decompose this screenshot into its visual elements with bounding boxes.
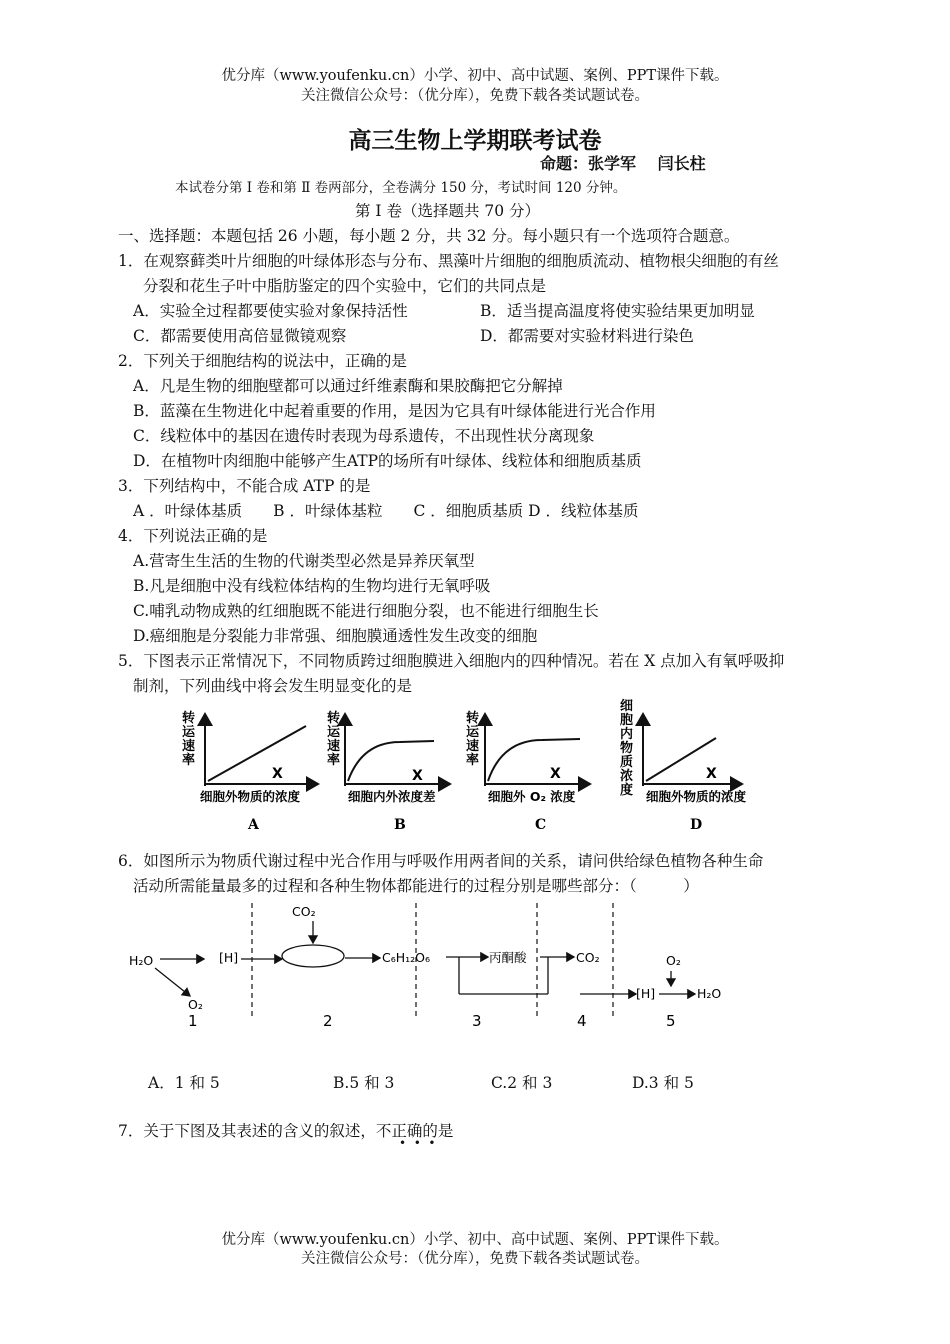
q2-option-d: D．在植物叶肉细胞中能够产生ATP的场所有叶绿体、线粒体和细胞质基质 [133,452,642,470]
calvin-cycle-ellipse [282,945,344,967]
q6-stem-line2: 活动所需能量最多的过程和各种生物体都能进行的过程分别是哪些部分：（ ） [133,877,699,895]
graph-a-curve [208,726,306,781]
q6-option-c: C.2 和 3 [491,1074,553,1092]
q1-option-a: A．实验全过程都要使实验对象保持活性 [133,302,408,320]
site-header-line1: 优分库（www.youfenku.cn）小学、初中、高中试题、案例、PPT课件下载。 [221,68,729,84]
q1-stem-line2: 分裂和花生子叶中脂肪鉴定的四个实验中，它们的共同点是 [143,277,547,295]
graph-d-letter: D [690,817,703,833]
graph-a-x-mark: X [272,766,283,782]
volume-heading: 第 Ⅰ 卷（选择题共 70 分） [355,202,541,220]
label-co2-right: CO₂ [576,950,600,965]
q5-graphs-figure [0,698,950,838]
q1-option-c: C．都需要使用高倍显微镜观察 [133,327,347,345]
label-glucose: C₆H₁₂O₆ [382,950,431,965]
q4-option-a: A.营寄生生活的生物的代谢类型必然是异养厌氧型 [133,552,475,570]
stage-number-5: 5 [666,1012,676,1030]
graph-a-ylabel: 转运速率 [182,711,196,768]
emphasis-dots: • • • [399,1136,436,1150]
graph-d [620,699,747,833]
graph-b-xlabel: 细胞内外浓度差 [348,789,436,804]
stage-number-1: 1 [188,1012,198,1030]
q7-stem: 7．关于下图及其表述的含义的叙述，不正确的是 [118,1122,454,1140]
graph-b [327,710,450,833]
label-o2-released: O₂ [188,997,203,1012]
q2-option-a: A．凡是生物的细胞壁都可以通过纤维素酶和果胶酶把它分解掉 [133,377,563,395]
graph-c-xlabel: 细胞外 O₂ 浓度 [488,789,576,804]
q5-stem-line2: 制剂，下列曲线中将会发生明显变化的是 [133,677,413,695]
q4-option-b: B.凡是细胞中没有线粒体结构的生物均进行无氧呼吸 [133,577,491,595]
q6-stem-line1: 6．如图所示为物质代谢过程中光合作用与呼吸作用两者间的关系，请问供给绿色植物各种生命 [118,852,764,870]
graph-c [466,710,590,833]
graph-a-xlabel: 细胞外物质的浓度 [200,789,301,804]
label-h-2: [H] [636,986,656,1001]
q2-option-c: C．线粒体中的基因在遗传时表现为母系遗传，不出现性状分离现象 [133,427,595,445]
graph-c-ylabel: 转运速率 [466,711,480,768]
q2-option-b: B．蓝藻在生物进化中起着重要的作用，是因为它具有叶绿体能进行光合作用 [133,402,656,420]
q1-stem-line1: 1．在观察藓类叶片细胞的叶绿体形态与分布、黑藻叶片细胞的细胞质流动、植物根尖细胞的有丝 [118,252,779,270]
q6-option-a: A．1 和 5 [148,1074,220,1092]
q3-options: A ．叶绿体基质 B ．叶绿体基粒 C ．细胞质基质 D ．线粒体基质 [133,502,639,520]
graph-a-letter: A [248,817,259,833]
label-co2-top: CO₂ [292,904,316,919]
q4-option-c: C.哺乳动物成熟的红细胞既不能进行细胞分裂，也不能进行细胞生长 [133,602,599,620]
exam-intro: 本试卷分第 Ⅰ 卷和第 Ⅱ 卷两部分，全卷满分 150 分，考试时间 120 分钟。 [175,180,627,196]
section-heading: 一、选择题：本题包括 26 小题，每小题 2 分，共 32 分。每小题只有一个选项符合题意。 [118,227,740,245]
stage-number-3: 3 [472,1012,482,1030]
q6-option-d: D.3 和 5 [632,1074,694,1092]
graph-d-xlabel: 细胞外物质的浓度 [646,789,747,804]
graph-d-ylabel: 细胞内物质浓度 [620,699,634,798]
q6-option-b: B.5 和 3 [333,1074,395,1092]
graph-d-x-mark: X [706,766,717,782]
q2-stem: 2．下列关于细胞结构的说法中，正确的是 [118,352,407,370]
label-h-1: [H] [219,950,239,965]
site-header-line2: 关注微信公众号：（优分库），免费下载各类试题试卷。 [301,88,649,104]
page-title: 高三生物上学期联考试卷 [348,128,602,154]
graph-b-x-mark: X [412,768,423,784]
label-pyruvate: 丙酮酸 [489,950,527,965]
q4-option-d: D.癌细胞是分裂能力非常强、细胞膜通透性发生改变的细胞 [133,627,538,645]
graph-a [182,710,318,833]
stage-number-4: 4 [577,1012,587,1030]
graph-c-letter: C [535,817,547,833]
q5-stem-line1: 5．下图表示正常情况下，不同物质跨过细胞膜进入细胞内的四种情况。若在 X 点加入有氧呼吸抑 [118,652,785,670]
q4-stem: 4．下列说法正确的是 [118,527,268,545]
graph-b-ylabel: 转运速率 [327,711,341,768]
graph-c-curve [488,739,580,781]
label-h2o-end: H₂O [697,986,722,1001]
authors: 命题：张学军 闫长柱 [540,154,706,173]
graph-c-x-mark: X [550,766,561,782]
site-footer-line1: 优分库（www.youfenku.cn）小学、初中、高中试题、案例、PPT课件下载。 [221,1232,729,1248]
site-footer-line2: 关注微信公众号：（优分库），免费下载各类试题试卷。 [301,1251,649,1267]
q1-option-d: D．都需要对实验材料进行染色 [480,327,694,345]
stage-number-2: 2 [323,1012,333,1030]
label-o2-consumed: O₂ [666,953,681,968]
graph-b-letter: B [394,817,406,833]
q3-stem: 3．下列结构中，不能合成 ATP 的是 [118,477,371,495]
q6-metabolism-diagram [0,898,950,1038]
label-h2o: H₂O [129,953,154,968]
q1-option-b: B．适当提高温度将使实验结果更加明显 [480,302,755,320]
